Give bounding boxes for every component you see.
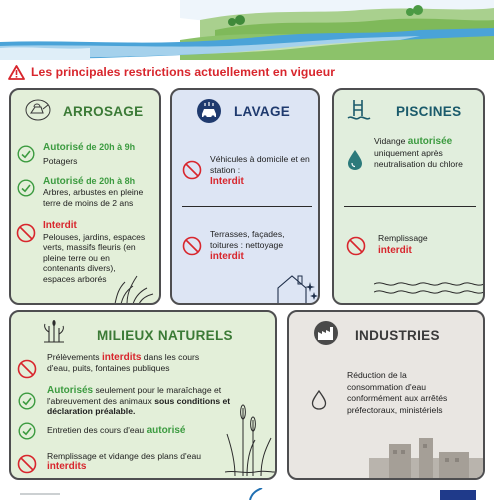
piscines-row-1: Vidange autorisée uniquement après neutralisation du chlore — [374, 136, 463, 169]
milieux-row-4: Remplissage et vidange des plans d'eau interdits — [47, 451, 202, 472]
piscines-divider — [344, 206, 476, 207]
house-sparkle-illustration — [276, 270, 320, 304]
check-circle-icon — [18, 392, 36, 410]
warning-icon — [8, 65, 25, 80]
industries-card — [287, 310, 485, 480]
lavage-row-1: Véhicules à domicile et en station : Interdit — [210, 154, 310, 187]
arrosage-row-1: Autorisé de 20h à 9h Potagers — [43, 142, 136, 167]
lavage-card — [170, 88, 320, 305]
milieux-title: MILIEUX NATURELS — [97, 328, 233, 343]
prohibited-icon — [346, 236, 366, 256]
headline — [8, 62, 335, 82]
piscines-title: PISCINES — [396, 104, 462, 119]
prohibited-icon — [17, 454, 37, 474]
headline-text: Les principales restrictions actuellement en vigueur — [31, 65, 336, 79]
prohibited-icon — [16, 223, 36, 243]
industries-title: INDUSTRIES — [355, 328, 440, 343]
arrosage-row-3: Interdit Pelouses, jardins, espaces verts, massifs fleuris (en pleine terre ou en contenants divers), espaces arborés — [43, 220, 146, 284]
milieux-row-3: Entretien des cours d'eau autorisé — [47, 425, 186, 436]
milieux-row-2: Autorisés seulement pour le maraîchage et l'abreuvement des animaux sous conditions et déclaration préalable. — [47, 385, 231, 416]
milieux-row-1: Prélèvements interdits dans les cours d'eau, puits, fontaines publiques — [47, 352, 200, 373]
factory-icon — [313, 320, 339, 346]
watering-can-icon — [25, 99, 51, 121]
check-circle-icon — [17, 145, 35, 163]
milieux-card — [9, 310, 277, 480]
landscape-illustration — [0, 0, 494, 60]
factory-skyline-illustration — [369, 434, 485, 480]
reeds-icon — [41, 318, 67, 344]
water-drop-outline-icon — [311, 390, 327, 410]
prohibited-icon — [182, 160, 202, 180]
pool-ladder-icon — [346, 98, 372, 124]
footer-strip — [0, 488, 494, 500]
check-circle-icon — [18, 422, 36, 440]
arrosage-title: ARROSAGE — [63, 104, 144, 119]
lavage-title: LAVAGE — [234, 104, 291, 119]
cattail-illustration — [225, 390, 275, 478]
car-wash-icon — [196, 98, 222, 124]
waves-illustration — [374, 276, 484, 302]
arrosage-card — [9, 88, 161, 305]
industries-text: Réduction de la consommation d'eau conformément aux arrêtés préfectoraux, ministériels — [347, 370, 448, 415]
water-drop-icon — [346, 149, 364, 171]
arrosage-row-2: Autorisé de 20h à 8h Arbres, arbustes en pleine terre de moins de 2 ans — [43, 176, 144, 208]
prohibited-icon — [182, 236, 202, 256]
lavage-divider — [182, 206, 312, 207]
check-circle-icon — [17, 179, 35, 197]
piscines-row-2: Remplissage interdit — [378, 233, 428, 256]
grass-illustration — [107, 270, 159, 304]
prohibited-icon — [17, 359, 37, 379]
lavage-row-2: Terrasses, façades, toitures : nettoyage interdit — [210, 229, 285, 262]
piscines-card — [332, 88, 485, 305]
